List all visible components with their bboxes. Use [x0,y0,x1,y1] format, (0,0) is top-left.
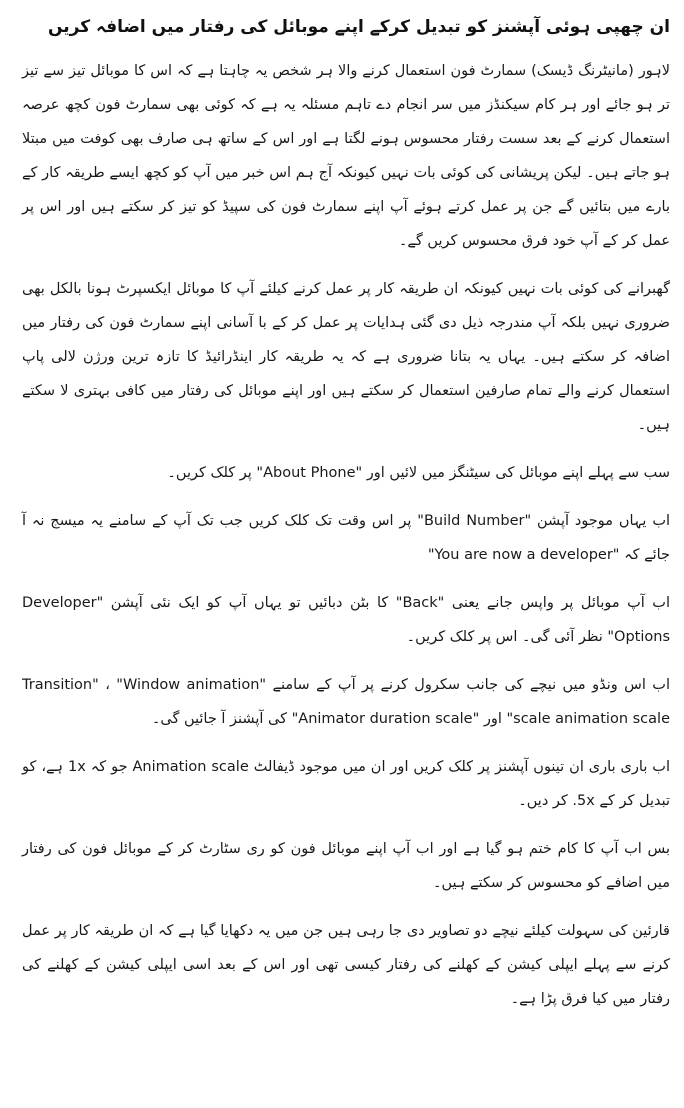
article-paragraph: قارئین کی سہولت کیلئے نیچے دو تصاویر دی جا رہی ہیں جن میں یہ دکھایا گیا ہے کہ ان طریقہ کار پر عمل کرنے سے پہلے ایپلی کیشن کے کھلنے کی رفتار کیسی تھی اور اس کے بعد اسی ایپلی کیشن کے کھلنے کی رفتار میں کیا فرق پڑا ہے۔ [22,923,670,1007]
article-paragraph: اب یہاں موجود آپشن "Build Number" پر اس وقت تک کلک کریں جب تک آپ کے سامنے یہ میسج نہ آ جائے کہ "You are now a developer" [22,513,670,563]
article-paragraph: گھبرانے کی کوئی بات نہیں کیونکہ ان طریقہ کار پر عمل کرنے کیلئے آپ کا موبائل ایکسپرٹ ہونا بالکل بھی ضروری نہیں بلکہ آپ مندرجہ ذیل دی گئی ہدایات پر عمل کر کے با آسانی اپنے سمارٹ فون کی رفتار میں اضافہ کر سکتے ہیں۔ یہاں یہ بتانا ضروری ہے کہ یہ طریقہ کار اینڈرائیڈ کا تازہ ترین ورژن لالی پاپ استعمال کرنے والے تمام صارفین استعمال کر سکتے ہیں اور اپنے موبائل کی رفتار میں کافی بہتری لا سکتے ہیں۔ [22,281,670,433]
article-paragraph: بس اب آپ کا کام ختم ہو گیا ہے اور اب آپ اپنے موبائل فون کو ری سٹارٹ کر کے موبائل فون کی رفتار میں اضافے کو محسوس کر سکتے ہیں۔ [22,841,670,891]
article-paragraph: اب اس ونڈو میں نیچے کی جانب سکرول کرنے پر آپ کے سامنے "Transition" ، "Window animation scale animation scale" اور "Animator duration scale" کی آپشنز آ جائیں گی۔ [22,677,670,727]
article-paragraph: سب سے پہلے اپنے موبائل کی سیٹنگز میں لائیں اور "About Phone" پر کلک کریں۔ [167,465,670,481]
article-paragraph: اب باری باری ان تینوں آپشنز پر کلک کریں اور ان میں موجود ڈیفالٹ Animation scale جو کہ 1x ہے، کو تبدیل کر کے 5x. کر دیں۔ [22,759,670,809]
article-headline: ان چھپی ہوئی آپشنز کو تبدیل کرکے اپنے موبائل کی رفتار میں اضافہ کریں [47,17,670,37]
article-paragraph: لاہور (مانیٹرنگ ڈیسک) سمارٹ فون استعمال کرنے والا ہر شخص یہ چاہتا ہے کہ اس کا موبائل تیز سے تیز تر ہو جائے اور ہر کام سیکنڈز میں سر انجام دے تاہم مسئلہ یہ ہے کہ کوئی بھی سمارٹ فون کچھ عرصہ استعمال کرنے کے بعد سست رفتار محسوس ہونے لگتا ہے اور اس کے ساتھ ہی صارف بھی کوفت میں مبتلا ہو جاتے ہیں۔ لیکن پریشانی کی کوئی بات نہیں کیونکہ آج ہم اس خبر میں آپ کو کچھ ایسے طریقہ کار کے بارے میں بتائیں گے جن پر عمل کرتے ہوئے آپ اپنے سمارٹ فون کی سپیڈ کو تیز کر سکتے ہیں اور اس پر عمل کر کے آپ خود فرق محسوس کریں گے۔ [22,63,670,249]
article-paragraph: اب آپ موبائل پر واپس جانے یعنی "Back" کا بٹن دبائیں تو یہاں آپ کو ایک نئی آپشن "Developer Options" نظر آئی گی۔ اس پر کلک کریں۔ [22,595,670,645]
